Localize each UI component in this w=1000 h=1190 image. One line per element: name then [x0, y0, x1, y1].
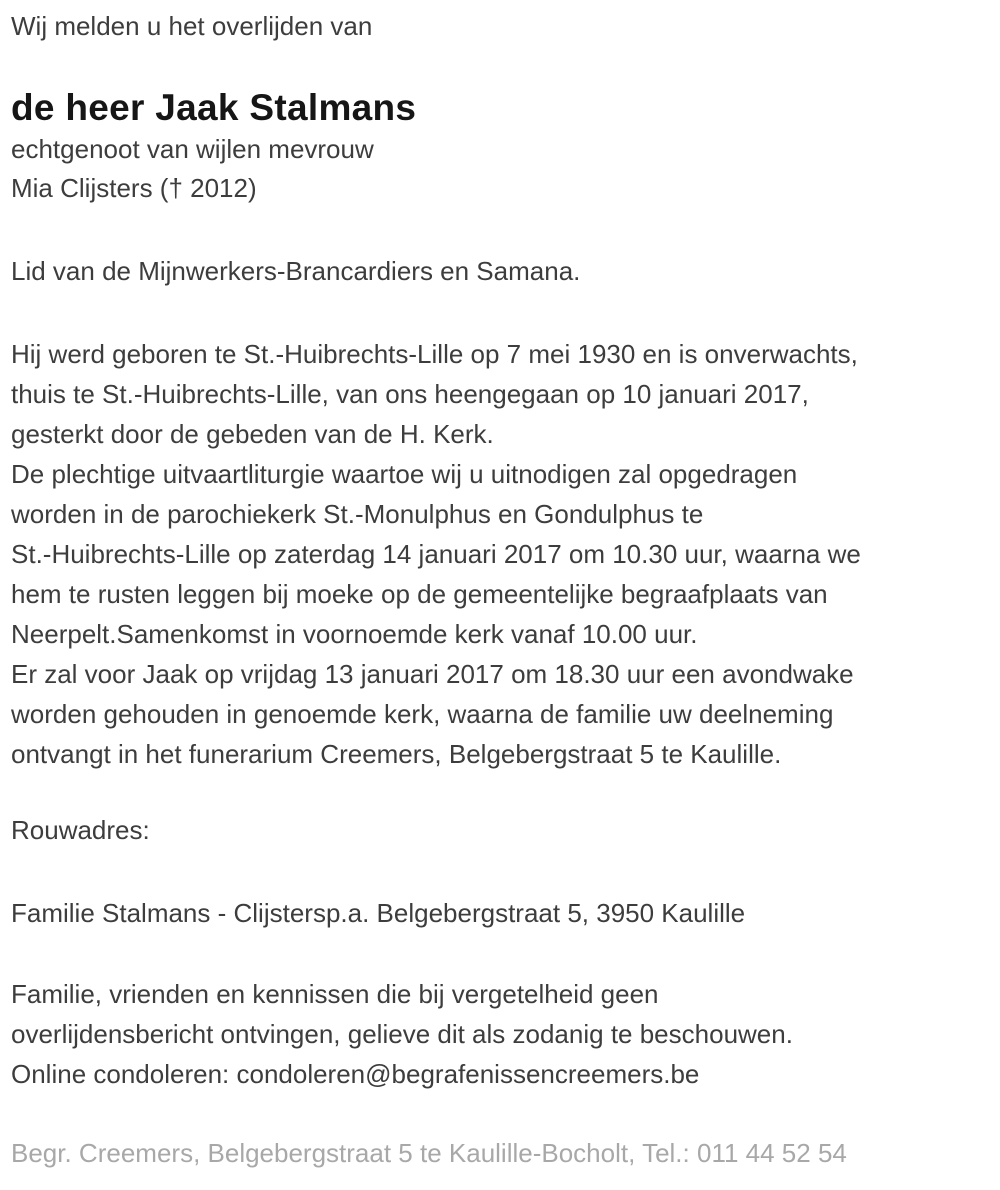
mourning-address-text: Familie Stalmans - Clijstersp.a. Belgebergstraat 5, 3950 Kaulille — [11, 898, 746, 928]
closing-line: Familie, vrienden en kennissen die bij vergetelheid geen — [11, 979, 659, 1009]
body-line: Hij werd geboren te St.-Huibrechts-Lille op 7 mei 1930 en is onverwachts, — [11, 339, 858, 369]
relation-line: echtgenoot van wijlen mevrouw — [11, 134, 374, 164]
closing-paragraph — [11, 974, 990, 1094]
closing-line: overlijdensbericht ontvingen, gelieve dit als zodanig te beschouwen. — [11, 1019, 793, 1049]
deceased-name-heading: de heer Jaak Stalmans — [11, 87, 417, 128]
intro-text: Wij melden u het overlijden van — [11, 11, 373, 41]
closing-line-condolence-email: Online condoleren: condoleren@begrafenissencreemers.be — [11, 1059, 700, 1089]
body-line: St.-Huibrechts-Lille op zaterdag 14 januari 2017 om 10.30 uur, waarna we — [11, 539, 861, 569]
funeral-home-footer: Begr. Creemers, Belgebergstraat 5 te Kaulille-Bocholt, Tel.: 011 44 52 54 — [11, 1138, 847, 1168]
relation-line-spouse: Mia Clijsters († 2012) — [11, 173, 257, 203]
funeral-details-paragraph — [11, 334, 990, 774]
relation-block — [11, 130, 990, 208]
body-line: De plechtige uitvaartliturgie waartoe wij u uitnodigen zal opgedragen — [11, 459, 798, 489]
membership-text: Lid van de Mijnwerkers-Brancardiers en Samana. — [11, 256, 581, 286]
body-line: thuis te St.-Huibrechts-Lille, van ons heengegaan op 10 januari 2017, — [11, 379, 809, 409]
body-line: ontvangt in het funerarium Creemers, Belgebergstraat 5 te Kaulille. — [11, 739, 782, 769]
body-line: hem te rusten leggen bij moeke op de gemeentelijke begraafplaats van — [11, 579, 828, 609]
body-line: worden gehouden in genoemde kerk, waarna de familie uw deelneming — [11, 699, 834, 729]
body-line: Er zal voor Jaak op vrijdag 13 januari 2017 om 18.30 uur een avondwake — [11, 659, 854, 689]
body-line: Neerpelt.Samenkomst in voornoemde kerk vanaf 10.00 uur. — [11, 619, 698, 649]
body-line: worden in de parochiekerk St.-Monulphus en Gondulphus te — [11, 499, 704, 529]
mourning-address-label: Rouwadres: — [11, 815, 150, 845]
body-line: gesterkt door de gebeden van de H. Kerk. — [11, 419, 494, 449]
